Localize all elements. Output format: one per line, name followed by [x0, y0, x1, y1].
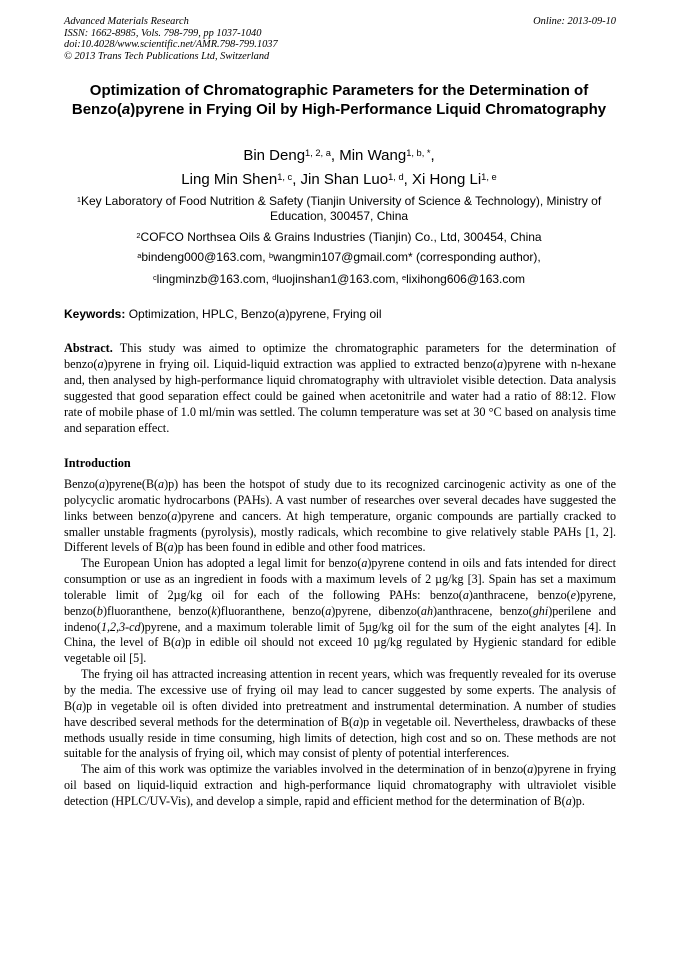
text: )pyrene in frying oil based on liquid-liquid extraction and high-performance liquid chromatography with ultraviolet visible detection (HPLC/UV-Vis), and develop a simple, rapid and efficient method for the determination of B(: [64, 762, 616, 808]
author-sup: 1, b, *: [406, 147, 431, 158]
author-sup: 1, e: [481, 171, 497, 182]
italic-text: k: [211, 603, 217, 618]
keywords: [64, 307, 616, 322]
email-address: wangmin107@gmail.com* (corresponding author),: [273, 250, 541, 264]
text: )anthracene, benzo(: [433, 603, 533, 618]
italic-text: a: [76, 698, 83, 713]
author-list: [64, 144, 614, 192]
email-address: bindeng000@163.com,: [141, 250, 269, 264]
author-line-1: [64, 144, 614, 168]
text: )p in vegetable oil. Nevertheless, drawbacks of these methods usually reside in time consuming, high limits of detection, high cost and so on. These methods are not suitable for the analysis of frying oil, which may consist of plenty of potential interferences.: [64, 714, 616, 761]
journal-header: [64, 16, 616, 62]
paragraph: [64, 762, 616, 810]
italic-text: ah: [420, 603, 434, 618]
italic-text: a: [462, 587, 469, 602]
title-text: Optimization of Chromatographic Parameters for the Determination of Benzo(: [71, 82, 589, 118]
text: )p has been found in edible and other food matrices.: [173, 540, 426, 555]
italic-text: a: [361, 556, 368, 571]
text: )p) has been the hotspot of study due to its recognized carcinogenic activity as one of the polycyclic aromatic hydrocarbons (PAHs). A vast number of researches over several decades have suggested the links between benzo(: [64, 477, 616, 523]
email-address: lixihong606@163.com: [406, 272, 526, 286]
italic-text: a: [158, 477, 165, 491]
author-name: , Jin Shan Luo: [292, 171, 389, 188]
email-sup: e: [401, 272, 407, 282]
italic-text: a: [325, 603, 332, 618]
paragraph: [64, 477, 616, 556]
author-name: , Xi Hong Li: [403, 171, 482, 188]
online-date: Online: 2013-09-10: [533, 16, 616, 27]
paragraph: [64, 667, 616, 762]
affiliation-text: COFCO Northsea Oils & Grains Industries (Tianjin) Co., Ltd, 300454, China: [140, 230, 542, 244]
italic-text: a: [98, 477, 105, 491]
keywords-label: Keywords:: [64, 307, 126, 321]
title-italic: a: [121, 100, 131, 118]
text: )pyrene(B(: [104, 477, 159, 491]
author-sup: 1, d: [388, 171, 404, 182]
paragraph: [64, 556, 616, 667]
italic-text: a: [527, 762, 534, 777]
italic-text: a: [353, 714, 360, 729]
title-text: )pyrene in Frying Oil by High-Performance Liquid Chromatography: [130, 100, 607, 118]
paper-title: [64, 82, 614, 119]
email-address: luojinshan1@163.com,: [276, 272, 402, 286]
abstract-italic: a: [97, 357, 104, 372]
author-name: Bin Deng: [243, 147, 306, 164]
text: )p in vegetable oil is often divided into pretreatment and instrumental determination. A number of studies have described several methods for the determination of B(: [64, 698, 616, 729]
email-sup: c: [152, 272, 157, 282]
text: )p in edible oil should not exceed 10 µg/kg regulated by Hygienic standard for edible vegetable oil [5].: [64, 635, 617, 666]
introduction-body: [64, 477, 616, 810]
text: Benzo(: [64, 477, 99, 491]
author-sep: ,: [430, 147, 435, 164]
issn-line: ISSN: 1662-8985, Vols. 798-799, pp 1037-1040: [64, 27, 262, 39]
italic-text: ghi: [532, 603, 549, 618]
author-sup: 1, c: [277, 171, 293, 182]
abstract-text: This study was aimed to optimize the chromatographic parameters for the determination of benzo(: [64, 341, 616, 372]
text: )pyrene, and a maximum tolerable limit of 5µg/kg oil for the sum of the eight analytes [4]. In China, the level of B(: [64, 619, 616, 650]
text: )perilene and indeno(: [64, 603, 616, 634]
italic-text: b: [96, 603, 103, 618]
email-sup: d: [272, 272, 277, 282]
author-line-2: [64, 168, 614, 192]
text: )pyrene contend in oils and fats intended for direct consumption or use as an ingredient in foods with a maximum levels of 2 µg/kg [3]. Spain has set a maximum tolerable limit of 2µg/kg oil for each of the following PAHs: benzo(: [64, 556, 616, 602]
email-line-1: [64, 250, 614, 265]
text: )p.: [571, 793, 585, 808]
text: )pyrene and cancers. At high temperature, organic compounds are partially cracked to smaller unstable fragments (pyrolysis), mostly radicals, which recombine to give relatively stable PAHs [1, 2]. Different levels of B(: [64, 508, 616, 555]
italic-text: 1,2,3-cd: [100, 619, 141, 634]
keywords-text: Optimization, HPLC, Benzo(: [125, 307, 279, 321]
email-line-2: [64, 272, 614, 287]
section-heading: Introduction: [64, 456, 131, 470]
keywords-italic: a: [278, 307, 286, 321]
abstract-italic: a: [496, 357, 504, 372]
email-sup: a: [137, 250, 142, 260]
text: )pyrene, dibenzo(: [331, 603, 421, 618]
affiliation-2: [64, 230, 614, 245]
italic-text: a: [565, 793, 572, 808]
keywords-text: )pyrene, Frying oil: [285, 307, 382, 321]
abstract: [64, 340, 616, 437]
affiliation-sup: 1: [76, 194, 81, 204]
author-name: , Min Wang: [330, 147, 407, 164]
author-sup: 1, 2, a: [305, 147, 331, 158]
abstract-text: )pyrene with n-hexane and, then analysed by high-performance liquid chromatography with ultraviolet visible detection. Data analysis suggested that good separation effect could be gained when acetonitrile and water had a ratio of 88:12. Flow rate of mobile phase of 1.0 ml/min was settled. The column temperature was set at 30 °C based on analysis time and separation effect.: [64, 357, 616, 436]
text: The aim of this work was optimize the variables involved in the determination of in benzo(: [81, 762, 528, 777]
copyright-line: © 2013 Trans Tech Publications Ltd, Switzerland: [64, 50, 270, 62]
affiliation-1: [64, 194, 614, 224]
italic-text: a: [171, 508, 178, 523]
affiliation-sup: 2: [136, 230, 141, 240]
doi-line: doi:10.4028/www.scientific.net/AMR.798-799.1037: [64, 39, 278, 51]
abstract-label: Abstract.: [64, 341, 113, 355]
text: The frying oil has attracted increasing attention in recent years, which was frequently revealed for its overuse by the media. The excessive use of frying oil may lead to cancer suggested by some experts. The analysis of B(: [64, 667, 616, 713]
affiliation-text: Key Laboratory of Food Nutrition & Safety (Tianjin University of Science & Technology), Ministry of Education, 300457, China: [80, 194, 602, 223]
text: The European Union has adopted a legal limit for benzo(: [81, 556, 362, 571]
email-address: lingminzb@163.com,: [156, 272, 273, 286]
italic-text: e: [570, 587, 577, 602]
italic-text: a: [167, 540, 174, 555]
author-name: Ling Min Shen: [181, 171, 278, 188]
text: )fluoranthene, benzo(: [102, 603, 212, 618]
journal-name: Advanced Materials Research: [64, 16, 189, 27]
email-sup: b: [268, 250, 274, 260]
text: )pyrene, benzo(: [64, 587, 616, 618]
abstract-text: )pyrene in frying oil. Liquid-liquid extraction was applied to extracted benzo(: [103, 357, 497, 372]
text: )anthracene, benzo(: [468, 587, 571, 602]
italic-text: a: [175, 635, 182, 650]
text: )fluoranthene, benzo(: [216, 603, 326, 618]
